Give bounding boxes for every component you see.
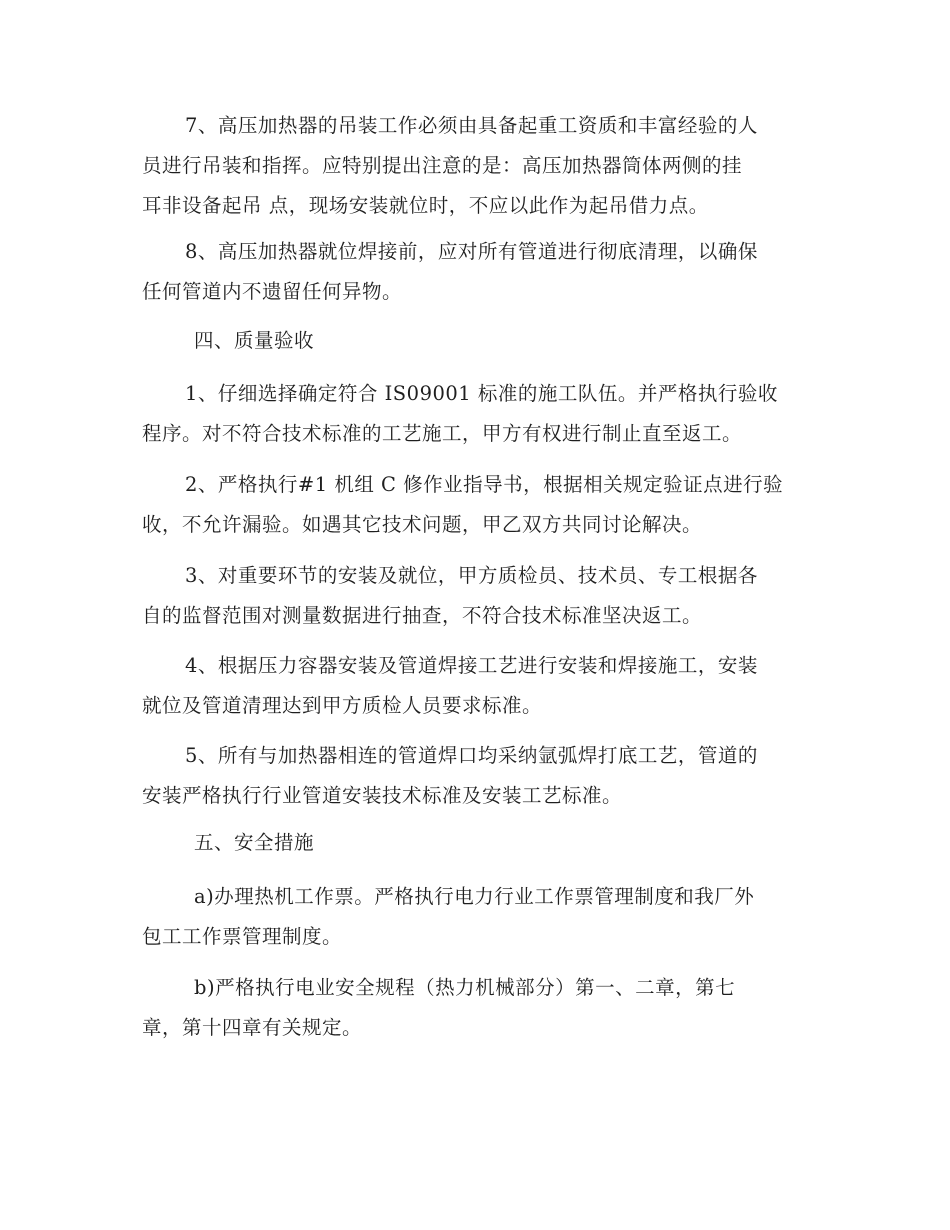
quality-item-2 — [142, 465, 806, 545]
section-heading-quality-acceptance — [142, 321, 806, 361]
paragraph-line: 章，第十四章有关规定。 — [142, 1016, 363, 1039]
paragraph-line: 收，不允许漏验。如遇其它技术问题，甲乙双方共同讨论解决。 — [142, 513, 703, 536]
quality-item-3 — [142, 556, 806, 636]
quality-item-1 — [142, 374, 806, 454]
quality-item-5 — [142, 736, 806, 816]
paragraph-line: 包工工作票管理制度。 — [142, 925, 343, 948]
paragraph-line: 3、对重要环节的安装及就位，甲方质检员、技术员、专工根据各 — [185, 564, 758, 587]
section-heading-safety-measures — [142, 823, 806, 863]
paragraph-line: 7、高压加热器的吊装工作必须由具备起重工资质和丰富经验的人 — [185, 114, 758, 137]
paragraph-line: 安装严格执行行业管道安装技术标准及安装工艺标准。 — [142, 784, 623, 807]
paragraph-7 — [142, 106, 806, 226]
paragraph-8 — [142, 232, 806, 312]
safety-item-a — [142, 877, 806, 957]
paragraph-line: 8、高压加热器就位焊接前，应对所有管道进行彻底清理，以确保 — [185, 240, 758, 263]
paragraph-line: 耳非设备起吊 点，现场安装就位时，不应以此作为起吊借力点。 — [142, 194, 709, 217]
paragraph-line: 4、根据压力容器安装及管道焊接工艺进行安装和焊接施工，安装 — [185, 654, 758, 677]
paragraph-line: 员进行吊装和指挥。应特别提出注意的是：高压加热器筒体两侧的挂 — [142, 154, 743, 177]
safety-item-b — [142, 968, 806, 1048]
paragraph-line: 任何管道内不遗留任何异物。 — [142, 280, 403, 303]
paragraph-line: 5、所有与加热器相连的管道焊口均采纳氩弧焊打底工艺，管道的 — [185, 744, 758, 767]
paragraph-line: 2、严格执行#1 机组 C 修作业指导书，根据相关规定验证点进行验 — [185, 473, 784, 496]
paragraph-line: 1、仔细选择确定符合 IS09001 标准的施工队伍。并严格执行验收 — [185, 382, 778, 405]
paragraph-line: 就位及管道清理达到甲方质检人员要求标准。 — [142, 694, 543, 717]
quality-item-4 — [142, 646, 806, 726]
paragraph-line: a)办理热机工作票。严格执行电力行业工作票管理制度和我厂外 — [194, 885, 755, 908]
section-heading: 五、安全措施 — [194, 831, 315, 854]
paragraph-line: 自的监督范围对测量数据进行抽查，不符合技术标准坚决返工。 — [142, 604, 703, 627]
section-heading: 四、质量验收 — [194, 329, 315, 352]
paragraph-line: 程序。对不符合技术标准的工艺施工，甲方有权进行制止直至返工。 — [142, 422, 743, 445]
paragraph-line: b)严格执行电业安全规程（热力机械部分）第一、二章，第七 — [194, 976, 736, 999]
